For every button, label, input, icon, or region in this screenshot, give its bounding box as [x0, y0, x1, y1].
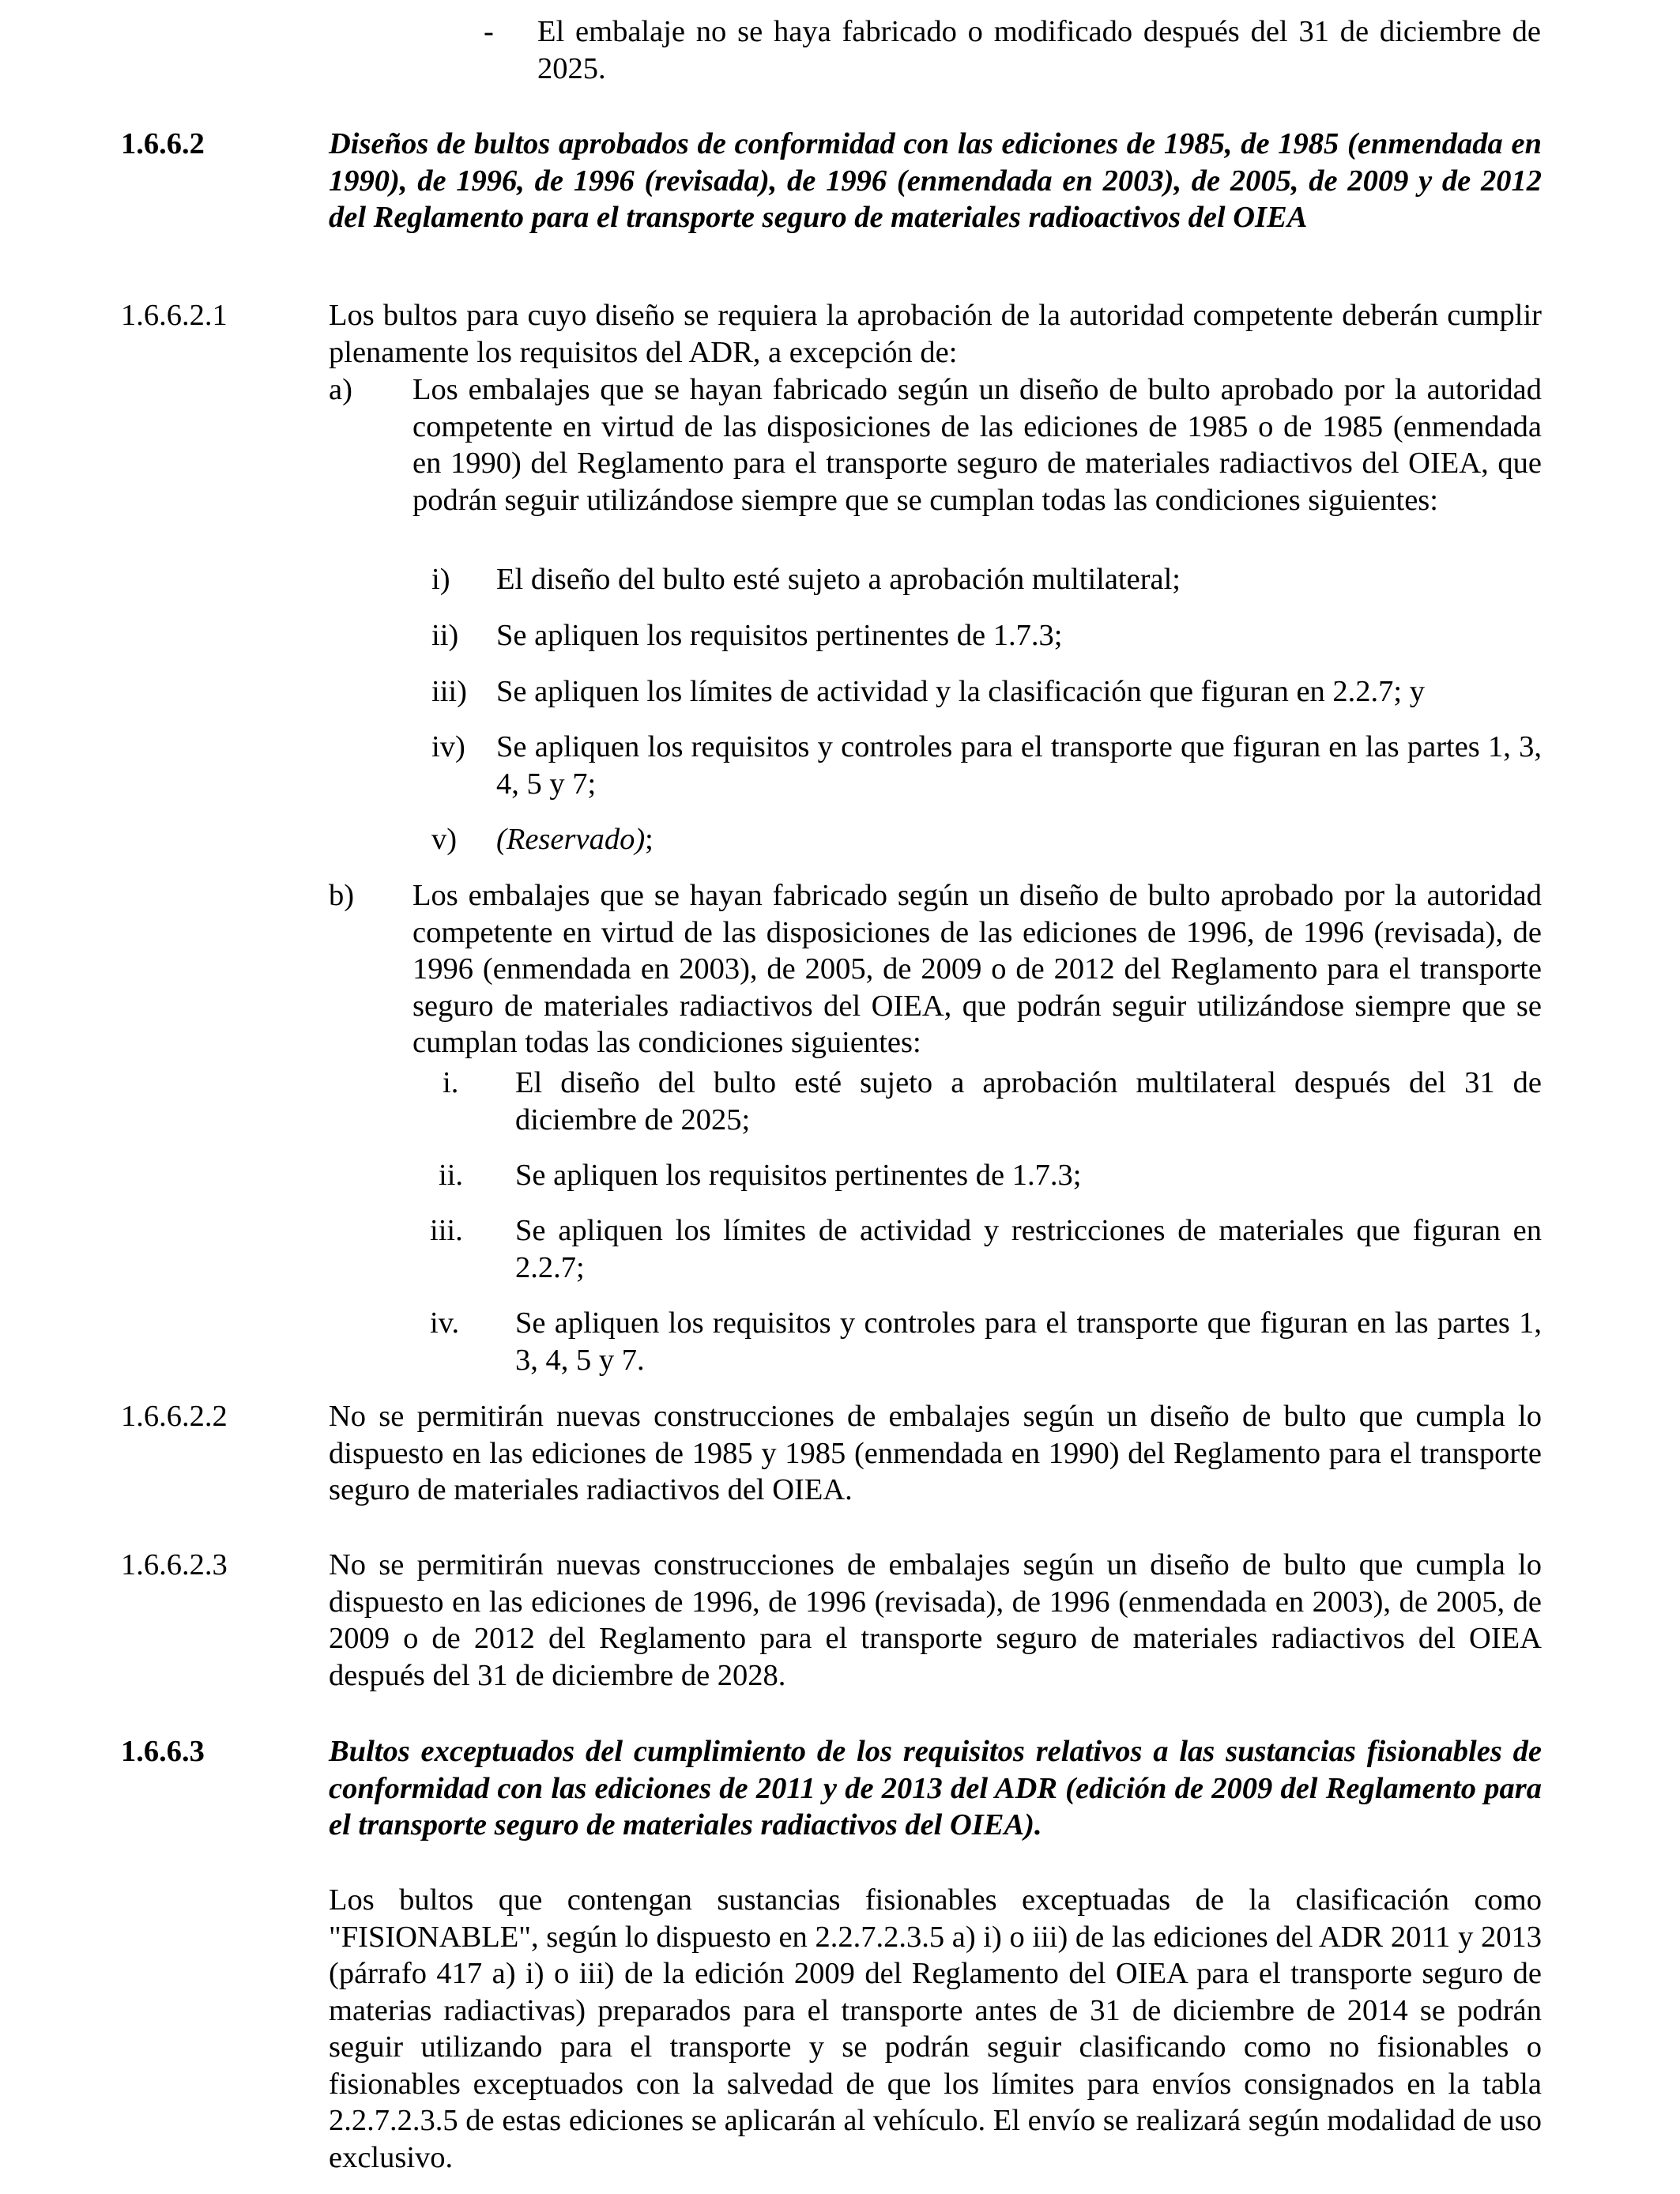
- list-item-a-iii: Se apliquen los límites de actividad y la clasificación que figuran en 2.2.7; y: [496, 675, 1425, 708]
- list-item-b-iv: Se apliquen los requisitos y controles para el transporte que figuran en las partes 1, 3, 4, 5 y 7.: [515, 1306, 1542, 1377]
- section-heading-1-6-6-3: Bultos exceptuados del cumplimiento de los requisitos relativos a las sustancias fisionables de conformidad con las ediciones de 2011 y de 2013 del ADR (edición de 2009 del Reglamento para el transporte seguro de materiales radiactivos del OIEA).: [329, 1735, 1542, 1842]
- list-label-b-ii: ii.: [439, 1159, 464, 1192]
- list-item-a-i: El diseño del bulto esté sujeto a aprobación multilateral;: [496, 563, 1181, 596]
- list-item-b-text: Los embalajes que se hayan fabricado según un diseño de bulto aprobado por la autoridad competente en virtud de las disposiciones de las ediciones de 1996, de 1996 (revisada), de 1996 (enmendada en 2003), de 2005, de 2009 o de 2012 del Reglamento para el transporte seguro de materiales radiactivos del OIEA, que podrán seguir utilizándose siempre que se cumplan todas las condiciones siguientes:: [412, 879, 1542, 1059]
- section-1-6-6-2-1-intro: Los bultos para cuyo diseño se requiera la aprobación de la autoridad competente deberán cumplir plenamente los requisitos del ADR, a excepción de:: [329, 299, 1542, 369]
- section-number-1-6-6-3: 1.6.6.3: [121, 1735, 205, 1768]
- list-item-a-v-text: (Reservado): [496, 823, 646, 856]
- list-item-b-i: El diseño del bulto esté sujeto a aprobación multilateral después del 31 de diciembre de 2025;: [515, 1066, 1542, 1137]
- list-label-b: b): [329, 879, 355, 912]
- list-label-b-iii: iii.: [430, 1214, 463, 1247]
- section-number-1-6-6-2-2: 1.6.6.2.2: [121, 1400, 228, 1433]
- list-label-b-i: i.: [443, 1066, 459, 1099]
- section-1-6-6-3-text: Los bultos que contengan sustancias fisionables exceptuadas de la clasificación como "FISIONABLE", según lo dispuesto en 2.2.7.2.3.5 a) i) o iii) de las ediciones del ADR 2011 y 2013 (párrafo 417 a) i) o iii) de la edición 2009 del Reglamento del OIEA para el transporte seguro de materias radiactivas) preparados para el transporte antes de 31 de diciembre de 2014 se podrán seguir utilizando para el transporte y se podrán seguir clasificando como no fisionables o fisionables exceptuados con la salvedad de que los límites para envíos consignados en la tabla 2.2.7.2.3.5 de estas ediciones se aplicarán al vehículo. El envío se realizará según modalidad de uso exclusivo.: [329, 1883, 1542, 2174]
- list-label-a-iii: iii): [431, 675, 467, 708]
- section-1-6-6-2-3-text: No se permitirán nuevas construcciones de embalajes según un diseño de bulto que cumpla lo dispuesto en las ediciones de 1996, de 1996 (revisada), de 1996 (enmendada en 2003), de 2005, de 2009 o de 2012 del Reglamento para el transporte seguro de materiales radiactivos del OIEA después del 31 de diciembre de 2028.: [329, 1548, 1542, 1692]
- dash-item-text: El embalaje no se haya fabricado o modificado después del 31 de diciembre de 2025.: [537, 15, 1541, 85]
- section-number-1-6-6-2-1: 1.6.6.2.1: [121, 299, 228, 332]
- list-item-a-ii: Se apliquen los requisitos pertinentes de 1.7.3;: [496, 619, 1063, 652]
- list-item-b-iii: Se apliquen los límites de actividad y restricciones de materiales que figuran en 2.2.7;: [515, 1214, 1542, 1284]
- section-heading-1-6-6-2: Diseños de bultos aprobados de conformidad con las ediciones de 1985, de 1985 (enmendada en 1990), de 1996, de 1996 (revisada), de 1996 (enmendada en 2003), de 2005, de 2009 y de 2012 del Reglamento para el transporte seguro de materiales radioactivos del OIEA: [329, 127, 1542, 234]
- list-item-a-v: [496, 821, 1542, 858]
- dash-marker: -: [484, 15, 494, 48]
- list-label-a-iv: iv): [431, 730, 465, 763]
- section-number-1-6-6-2-3: 1.6.6.2.3: [121, 1548, 228, 1581]
- list-label-a: a): [329, 373, 352, 406]
- list-item-a-iv: Se apliquen los requisitos y controles para el transporte que figuran en las partes 1, 3, 4, 5 y 7;: [496, 730, 1542, 801]
- section-1-6-6-2-2-text: No se permitirán nuevas construcciones de embalajes según un diseño de bulto que cumpla lo dispuesto en las ediciones de 1985 y 1985 (enmendada en 1990) del Reglamento para el transporte seguro de materiales radiactivos del OIEA.: [329, 1400, 1542, 1506]
- list-item-a-text: Los embalajes que se hayan fabricado según un diseño de bulto aprobado por la autoridad competente en virtud de las disposiciones de las ediciones de 1985 o de 1985 (enmendada en 1990) del Reglamento para el transporte seguro de materiales radiactivos del OIEA, que podrán seguir utilizándose siempre que se cumplan todas las condiciones siguientes:: [412, 373, 1542, 517]
- list-item-b-ii: Se apliquen los requisitos pertinentes de 1.7.3;: [515, 1159, 1082, 1192]
- section-number-1-6-6-2: 1.6.6.2: [121, 127, 205, 160]
- list-label-a-v: v): [431, 823, 458, 856]
- list-label-a-ii: ii): [431, 619, 459, 652]
- list-label-b-iv: iv.: [430, 1306, 460, 1340]
- list-item-a-v-suffix: ;: [645, 823, 654, 856]
- list-label-a-i: i): [431, 563, 450, 596]
